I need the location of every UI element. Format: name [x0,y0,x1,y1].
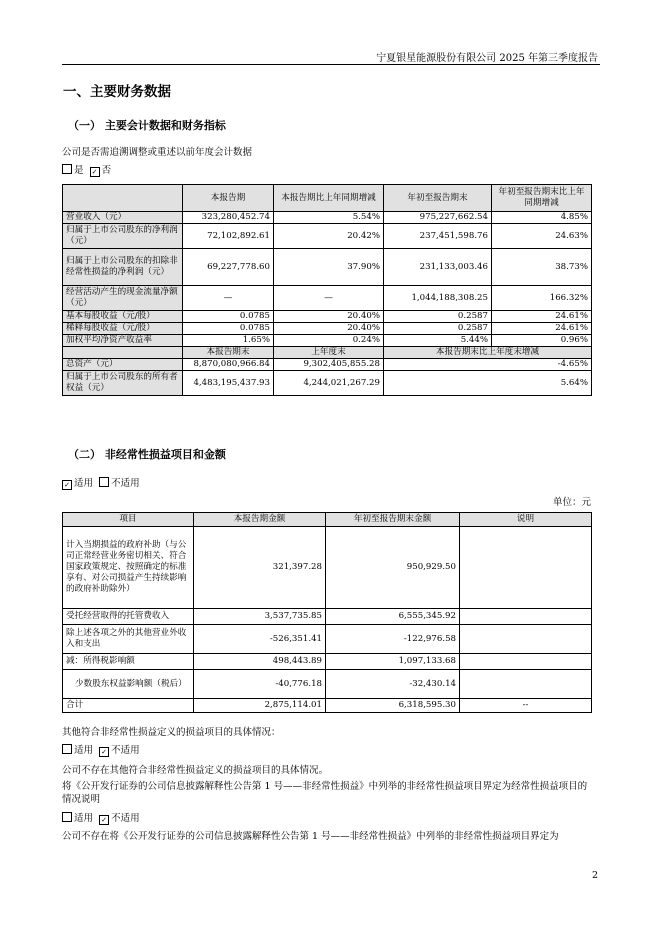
table-cell: 5.44% [384,335,492,347]
table-cell: 0.96% [492,335,592,347]
restate-yes-label: 是 [74,165,84,176]
table-row [63,371,592,396]
applicable-options-3 [62,812,140,825]
table-cell: 20.42% [274,224,384,249]
non-recurring-items-table [62,512,592,713]
table-cell: 2,875,114.01 [194,699,326,713]
table-cell [460,609,592,625]
table-cell [460,625,592,654]
table-header-row [63,185,592,212]
table-cell: 950,929.50 [326,527,460,609]
table-cell: 5.54% [274,212,384,224]
not-applicable-checkbox[interactable]: ✓ [99,815,109,825]
page-number: 2 [591,870,598,881]
table-header-row [63,347,592,359]
table-row [63,670,592,699]
table-cell: 6,318,595.30 [326,699,460,713]
table-cell: 0.24% [274,335,384,347]
table-cell: 4,483,195,437.93 [183,371,274,396]
table-cell: 0.0785 [183,311,274,323]
row-label: 加权平均净资产收益率 [63,335,183,347]
table-cell: 5.64% [384,371,592,396]
applicable-checkbox[interactable]: ✓ [62,480,72,490]
table-row [63,625,592,654]
row-label: 营业收入（元） [63,212,183,224]
table-header-row [63,513,592,527]
table-row [63,527,592,609]
table-row [63,286,592,311]
table-cell: 69,227,778.60 [183,249,274,286]
row-label: 减：所得税影响额 [63,654,194,670]
table-row [63,335,592,347]
table-cell: 3,537,735.85 [194,609,326,625]
applicable-checkbox[interactable] [62,744,72,754]
table-cell: 9,302,405,855.28 [274,359,384,371]
table-row [63,359,592,371]
table-cell: 498,443.89 [194,654,326,670]
table-cell: 24.63% [492,224,592,249]
table-cell: -4.65% [384,359,592,371]
table-row [63,212,592,224]
table-row [63,699,592,713]
restate-no-label: 否 [101,165,112,176]
row-label: 受托经营取得的托管费收入 [63,609,194,625]
restate-no-checkbox[interactable]: ✓ [90,167,100,177]
row-label: 归属于上市公司股东的净利润（元） [63,224,183,249]
table-header-cell: 本报告期金额 [194,513,326,527]
table-cell: 24.61% [492,311,592,323]
reclass-statement: 公司不存在将《公开发行证券的公司信息披露解释性公告第 1 号——非经常性损益》中列举的非经常性损益项目界定为 [62,831,559,842]
table-cell: 237,451,598.76 [384,224,492,249]
page-header: 宁夏银星能源股份有限公司 2025 年第三季度报告 [376,53,598,64]
table-cell: 1,044,188,308.25 [384,286,492,311]
row-label: 总资产（元） [63,359,183,371]
table-header-cell: 年初至报告期末比上年同期增减 [492,185,592,212]
table-cell: 37.90% [274,249,384,286]
table-cell: 321,397.28 [194,527,326,609]
table-cell [460,527,592,609]
table-cell: 4.85% [492,212,592,224]
subsection-title-2: （二） 非经常性损益项目和金额 [68,448,226,461]
subsection-title-1: （一） 主要会计数据和财务指标 [68,119,226,132]
row-label: 归属于上市公司股东的扣除非经常性损益的净利润（元） [63,249,183,286]
table-header-cell: 年初至报告期末 [384,185,492,212]
table-cell: 8,870,080,966.84 [183,359,274,371]
table-cell: 4,244,021,267.29 [274,371,384,396]
table-cell: — [183,286,274,311]
restate-yes-checkbox[interactable] [62,164,72,174]
not-applicable-checkbox[interactable]: ✓ [99,747,109,757]
table-header-cell: 说明 [460,513,592,527]
table-cell: -32,430.14 [326,670,460,699]
applicable-options-2 [62,744,140,757]
table-cell: 231,133,003.46 [384,249,492,286]
row-label: 除上述各项之外的其他营业外收入和支出 [63,625,194,654]
row-label: 归属于上市公司股东的所有者权益（元） [63,371,183,396]
table-header-cell: 年初至报告期末金额 [326,513,460,527]
unit-label: 单位：元 [552,497,591,508]
table-header-cell: 上年度末 [274,347,384,359]
not-applicable-label: 不适用 [111,813,140,824]
header-rule [62,64,600,65]
table-cell: 20.40% [274,323,384,335]
restate-options [62,164,111,177]
table-row [63,609,592,625]
table-cell: 72,102,892.61 [183,224,274,249]
financial-indicators-table [62,184,592,396]
not-applicable-checkbox[interactable] [99,477,109,487]
table-cell: -122,976.58 [326,625,460,654]
other-items-statement: 公司不存在其他符合非经常性损益定义的损益项目的具体情况。 [62,765,329,776]
applicable-checkbox[interactable] [62,812,72,822]
table-cell: 0.2587 [384,311,492,323]
not-applicable-label: 不适用 [111,745,140,756]
table-header-cell: 本报告期比上年同期增减 [274,185,384,212]
row-label: 计入当期损益的政府补助（与公司正常经营业务密切相关、符合国家政策规定、按照确定的标准享有、对公司损益产生持续影响的政府补助除外） [63,527,194,609]
table-row [63,654,592,670]
table-cell: 6,555,345.92 [326,609,460,625]
applicable-options-1 [62,477,140,490]
row-label: 少数股东权益影响额（税后） [63,670,194,699]
row-label: 基本每股收益（元/股） [63,311,183,323]
applicable-label: 适用 [74,745,94,756]
applicable-label: 适用 [74,478,94,489]
table-row [63,249,592,286]
other-items-note: 其他符合非经常性损益定义的损益项目的具体情况： [62,727,281,738]
table-header-cell: 项目 [63,513,194,527]
table-cell: 20.40% [274,311,384,323]
table-header-cell: 本报告期末 [183,347,274,359]
row-label: 合计 [63,699,194,713]
table-row [63,224,592,249]
not-applicable-label: 不适用 [111,478,140,489]
table-cell [460,670,592,699]
table-cell: 24.61% [492,323,592,335]
table-cell: 975,227,662.54 [384,212,492,224]
table-cell: -526,351.41 [194,625,326,654]
table-cell: -- [460,699,592,713]
table-cell [460,654,592,670]
table-cell: 1,097,133.68 [326,654,460,670]
table-row [63,323,592,335]
restate-question: 公司是否需追溯调整或重述以前年度会计数据 [62,147,253,158]
table-header-cell: 本报告期 [183,185,274,212]
table-header-cell [63,347,183,359]
applicable-label: 适用 [74,813,94,824]
reclass-note: 将《公开发行证券的公司信息披露解释性公告第 1 号——非经常性损益》中列举的非经常性损益项目界定为经常性损益项目的情况说明 [62,781,588,805]
table-cell: 323,280,452.74 [183,212,274,224]
table-header-cell [63,185,183,212]
table-cell: -40,776.18 [194,670,326,699]
table-cell: 38.73% [492,249,592,286]
table-cell: 0.2587 [384,323,492,335]
table-cell: 1.65% [183,335,274,347]
table-row [63,311,592,323]
table-header-cell: 本报告期末比上年度末增减 [384,347,592,359]
table-cell: — [274,286,384,311]
row-label: 稀释每股收益（元/股） [63,323,183,335]
section-title: 一、主要财务数据 [63,84,171,100]
row-label: 经营活动产生的现金流量净额（元） [63,286,183,311]
table-cell: 0.0785 [183,323,274,335]
table-cell: 166.32% [492,286,592,311]
